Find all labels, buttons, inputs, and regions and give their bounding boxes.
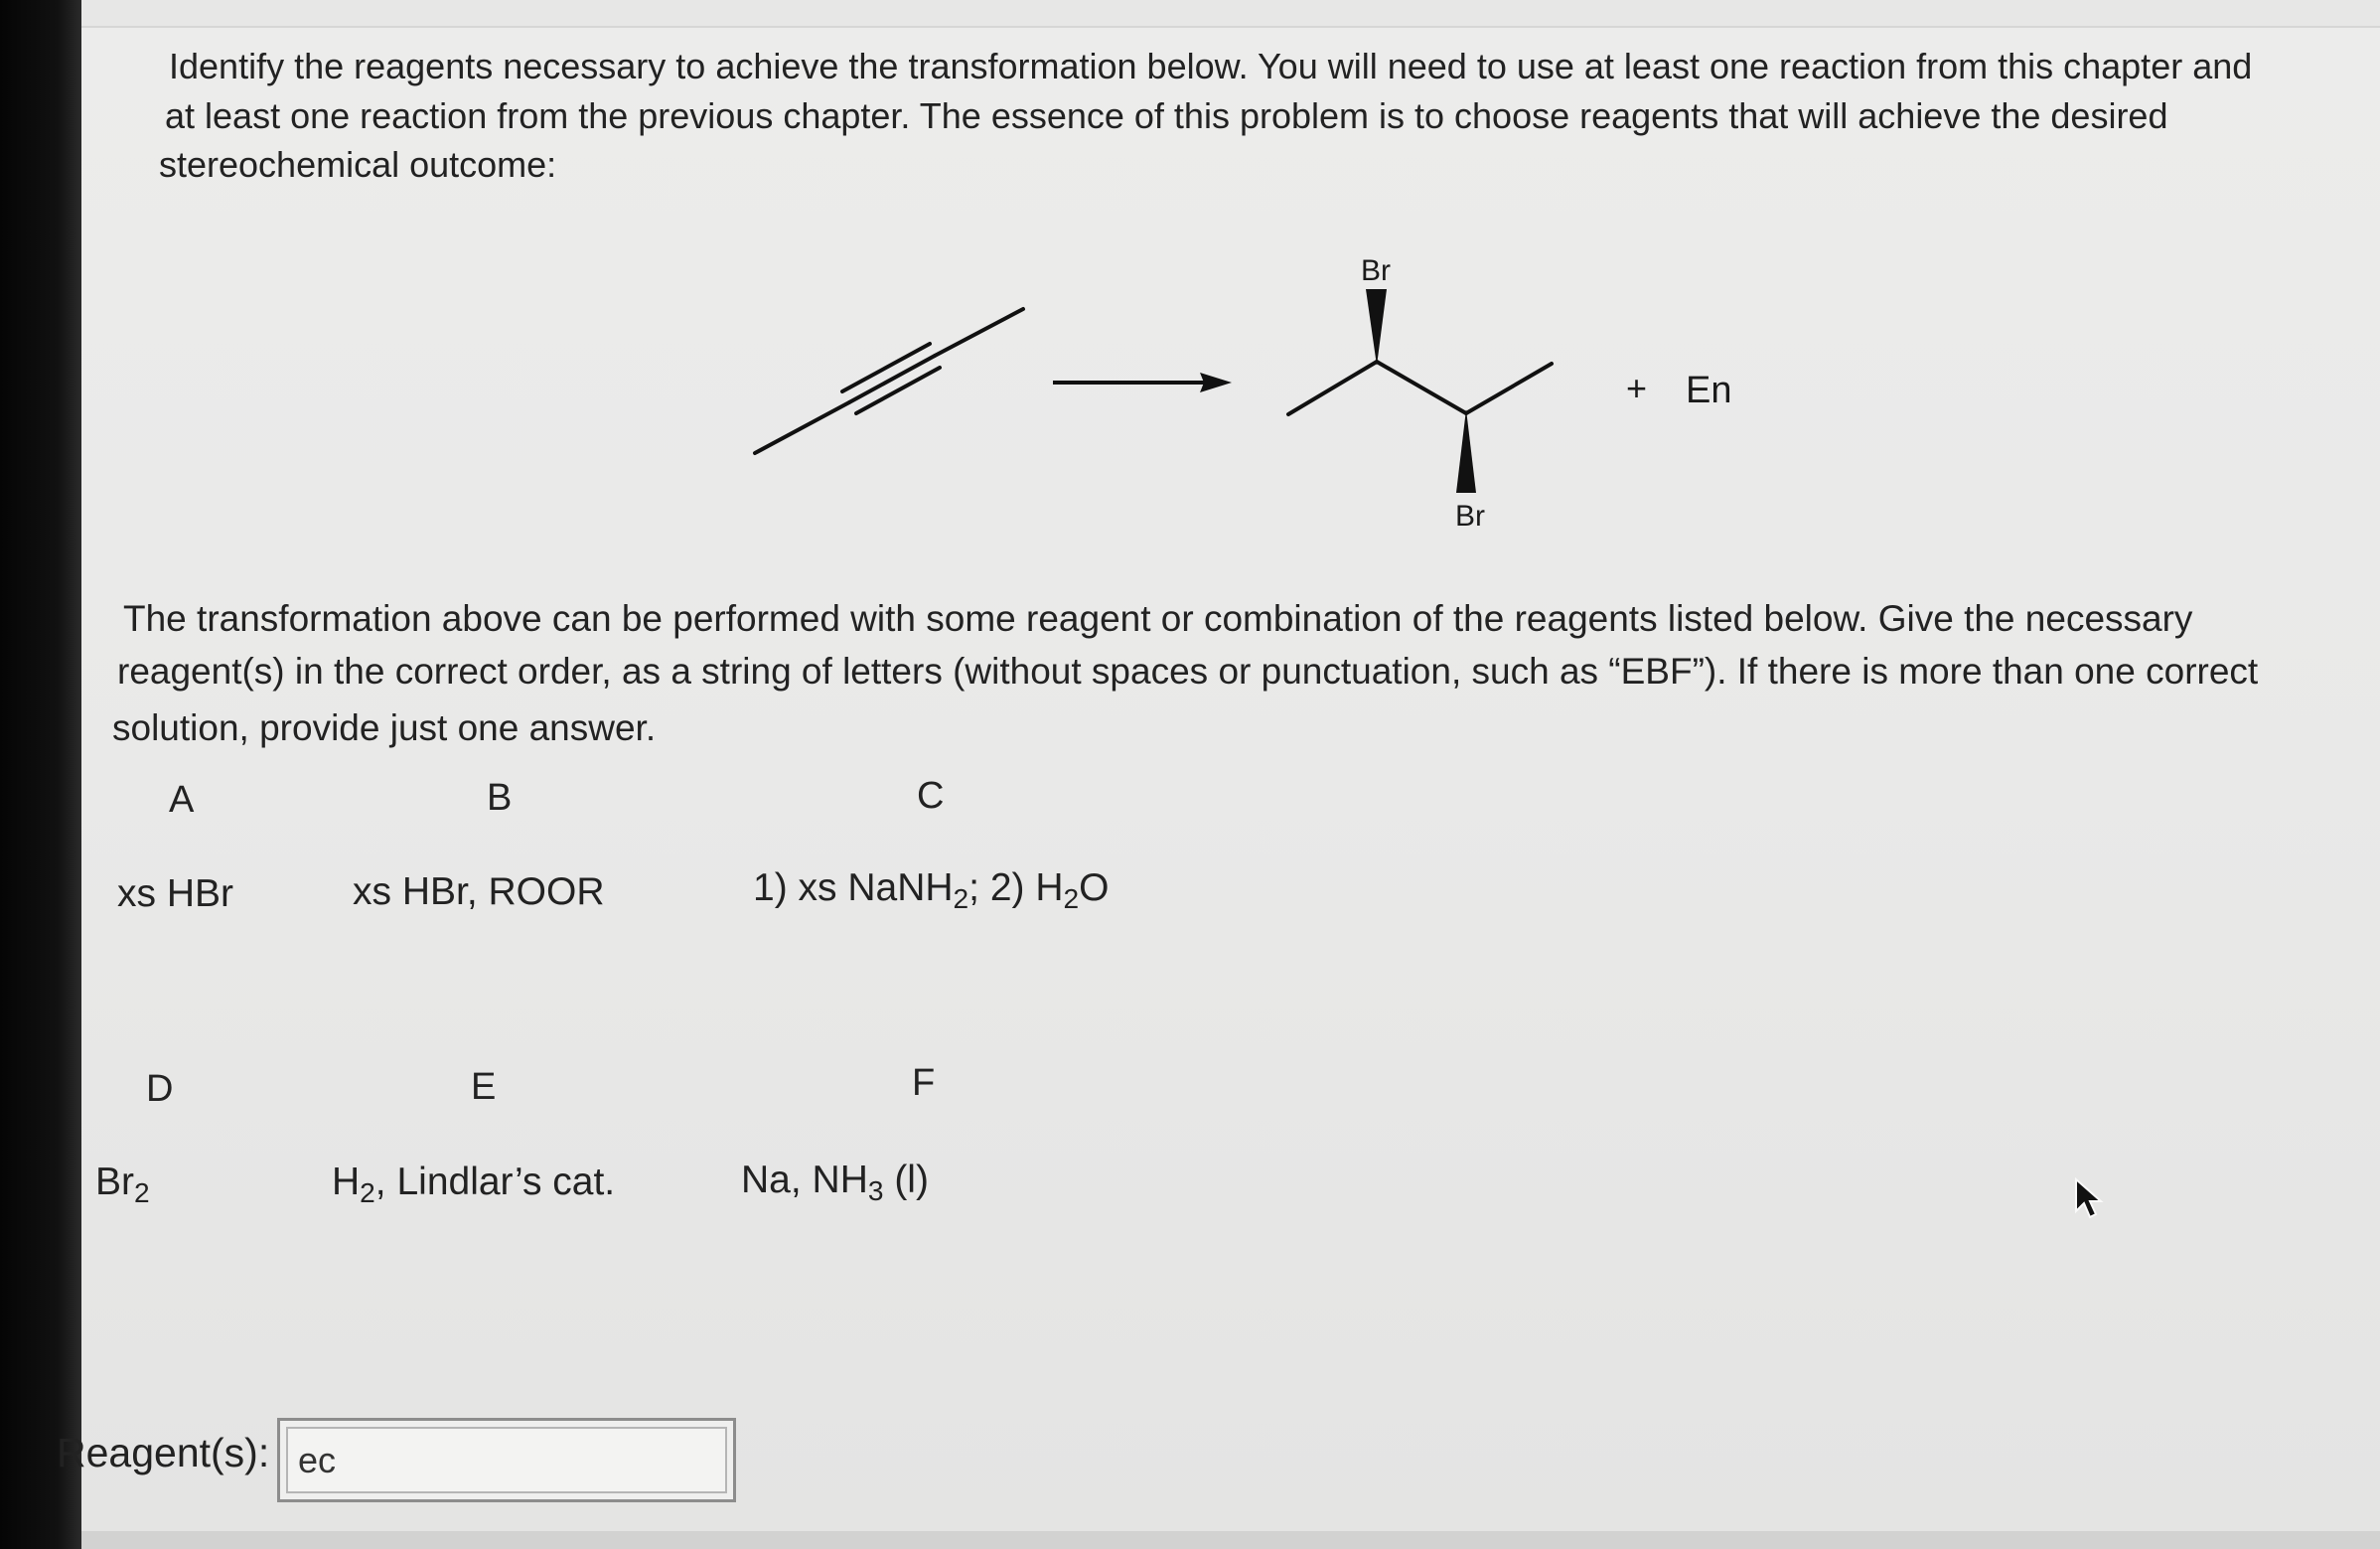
reagent-a: xs HBr	[117, 872, 233, 915]
dibromide-product	[1288, 362, 1552, 414]
plus-sign: +	[1626, 368, 1648, 408]
reagent-letter-e: E	[471, 1066, 497, 1108]
reagent-d: $Br_2$	[95, 1161, 150, 1208]
instructions-line-1: The transformation above can be performed with some reagent or combination of the reagents listed below. Give the necessary	[123, 598, 2193, 639]
reaction-arrow	[1053, 373, 1232, 392]
answer-field[interactable]	[277, 1418, 736, 1502]
question-line-2: at least one reaction from the previous chapter. The essence of this problem is to choose reagents that will achieve the desired	[165, 95, 2168, 136]
reaction-scheme	[0, 0, 2380, 556]
instructions-line-2: reagent(s) in the correct order, as a string of letters (without spaces or punctuation, such as “EBF”). If there is more than one correct	[117, 651, 2259, 692]
reagent-letter-d: D	[146, 1068, 174, 1110]
instructions-line-3: solution, provide just one answer.	[112, 707, 657, 748]
reagent-answer-input[interactable]	[298, 1437, 715, 1484]
enantiomer-label: En	[1686, 370, 1732, 411]
reagent-b: xs HBr, ROOR	[353, 870, 605, 913]
bottom-edge	[81, 1531, 2380, 1549]
bromine-label-bottom: Br	[1455, 500, 1485, 533]
reagent-e: $H_2$, Lindlar’s cat.	[332, 1161, 616, 1208]
reagent-letter-a: A	[169, 779, 195, 821]
reagent-f: Na, $NH_3$ (l)	[741, 1159, 929, 1206]
question-line-1: Identify the reagents necessary to achieve the transformation below. You will need to use at least one reaction from this chapter and	[169, 46, 2253, 86]
bromine-label-top: Br	[1361, 254, 1391, 287]
question-line-3: stereochemical outcome:	[159, 144, 557, 185]
mouse-pointer-icon	[2074, 1177, 2104, 1219]
answer-label: Reagent(s):	[57, 1430, 270, 1475]
wedge-bond-top	[1366, 289, 1387, 366]
reagent-letter-f: F	[912, 1062, 936, 1104]
reagent-letter-c: C	[917, 775, 945, 817]
reagent-c: 1) xs NaNH$_2$; 2) $H_2O$	[753, 866, 1110, 914]
wedge-bond-bottom	[1456, 409, 1476, 493]
reagent-letter-b: B	[487, 777, 513, 819]
alkyne-reactant	[755, 309, 1023, 453]
